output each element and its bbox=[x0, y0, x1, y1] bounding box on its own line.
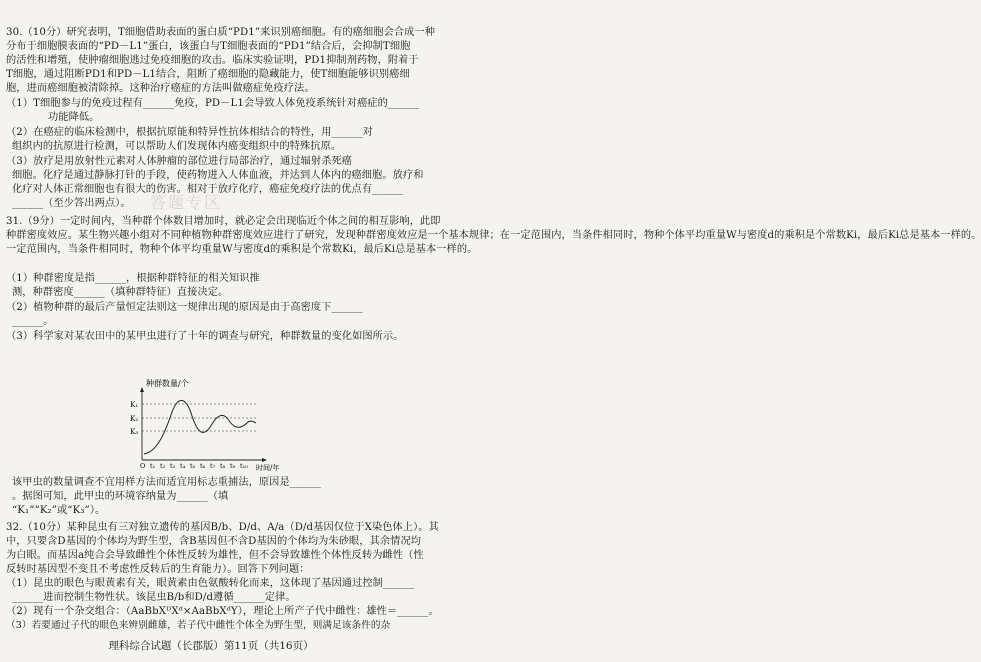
q30-sub-3: （3）放疗是用放射性元素对人体肿瘤的部位进行局部治疗，通过辐射杀死癌 bbox=[6, 156, 353, 167]
y-axis-arrow bbox=[140, 387, 144, 392]
q30-sub-3-cont1: 细胞。化疗是通过静脉打针的手段，使药物进入人体血液，并达到人体内的癌细胞。放疗和 bbox=[12, 170, 424, 181]
x-ticks bbox=[140, 462, 248, 470]
q32-sub-2: （2）现有一个杂交组合：（AaBbXᴰXᵈ×AaBbXᵈY），理论上所产子代中雌性：雄性＝______。 bbox=[6, 606, 439, 617]
population-curve bbox=[144, 400, 256, 454]
q30-sub-1: （1）T细胞参与的免疫过程有______免疫，PD－L1会导致人体免疫系统针对癌症的______ bbox=[6, 98, 420, 109]
q31-sub-1: （1）种群密度是指______，根据种群特征的相关知识推 bbox=[6, 273, 260, 284]
tick-x0: O bbox=[140, 462, 146, 470]
q30-sub-1-cont: 功能降低。 bbox=[48, 112, 100, 123]
q32-line-2: 中，只要含D基因的个体均为野生型，含B基因但不含D基因的个体均为朱砂眼，其余情况均 bbox=[6, 536, 422, 547]
watermark: 答题专区 bbox=[150, 193, 223, 212]
tick-k2: K₂ bbox=[130, 415, 139, 423]
q31-after-1: 该甲虫的数量调查不宜用样方法而适宜用标志重捕法，原因是______ bbox=[12, 477, 321, 488]
q32-line-3: 为白眼。而基因a纯合会导致雌性个体性反转为雄性，但不会导致雄性个体性反转为雌性（性 bbox=[6, 550, 424, 561]
q31-sub-1-cont: 测，种群密度______（填种群特征）直接决定。 bbox=[12, 287, 229, 298]
chart-ylabel: 种群数量/个 bbox=[146, 379, 189, 388]
population-chart bbox=[128, 376, 288, 470]
page-footer: 理科综合试题（长郡版）第11页（共16页） bbox=[108, 640, 314, 652]
tick-x2: t₂ bbox=[160, 462, 166, 470]
q31-after-2: 。据图可知，此甲虫的环境容纳量为______（填 bbox=[12, 491, 229, 502]
q30-line-2: 分布于细胞膜表面的“PD－L1”蛋白，该蛋白与T细胞表面的“PD1”结合后，会抑制T细胞 bbox=[6, 41, 411, 52]
q31-after-3: “K₁”“K₂”或“K₃”）。 bbox=[12, 505, 106, 516]
q32-sub-1-cont: ______进而控制生物性状。该昆虫B/b和D/d遵循______定律。 bbox=[12, 592, 296, 603]
tick-x4: t₄ bbox=[180, 462, 186, 470]
q30-line-3: 的活性和增殖，使肿瘤细胞逃过免疫细胞的攻击。临床实验证明，PD1抑制剂药物，附着于 bbox=[6, 55, 419, 66]
q30-sub-3-cont3: ______（至少答出两点）。 bbox=[12, 198, 131, 209]
tick-x6: t₆ bbox=[200, 462, 206, 470]
tick-x3: t₃ bbox=[170, 462, 176, 470]
tick-k3: K₃ bbox=[130, 428, 139, 436]
q31-line-2: 种群密度效应。某生物兴趣小组对不同种植物种群密度效应进行了研究，发现种群密度效应是一个基本规律；在一定范围内，当条件相同时，物种个体平均重量W与密度d的乘积是个常数Ki，最后Ki总是基本一样的。 bbox=[6, 230, 981, 241]
q32-sub-1: （1）昆虫的眼色与眼黄素有关，眼黄素由色氨酸转化而来，这体现了基因通过控制______ bbox=[6, 578, 415, 589]
tick-x8: t₈ bbox=[220, 462, 226, 470]
x-axis-arrow bbox=[262, 458, 267, 462]
tick-x9: t₉ bbox=[230, 462, 236, 470]
q31-line-3: 一定范围内，当条件相同时，物种个体平均重量W与密度d的乘积是个常数Ki，最后Ki总是基本一样的。 bbox=[6, 244, 478, 255]
q30-line-1: 30.（10分）研究表明，T细胞借助表面的蛋白质“PD1”来识别癌细胞。有的癌细胞会合成一种 bbox=[6, 27, 436, 38]
tick-x1: t₁ bbox=[150, 462, 156, 470]
q31-line-1: 31.（9分）一定时间内，当种群个体数目增加时，就必定会出现临近个体之间的相互影响，此即 bbox=[6, 216, 441, 227]
q31-sub-3: （3）科学家对某农田中的某甲虫进行了十年的调查与研究，种群数量的变化如图所示。 bbox=[6, 331, 404, 342]
q30-line-5: 胞，进而癌细胞被清除掉。这种治疗癌症的方法叫做癌症免疫疗法。 bbox=[6, 83, 315, 94]
tick-x7: t₇ bbox=[210, 462, 216, 470]
tick-k1: K₁ bbox=[130, 401, 139, 409]
tick-x10: t₁₀ bbox=[240, 462, 248, 470]
tick-x5: t₅ bbox=[190, 462, 196, 470]
q30-sub-3-cont2: 化疗对人体正常细胞也有很大的伤害。相对于放疗化疗，癌症免疫疗法的优点有______ bbox=[12, 184, 404, 195]
q31-sub-2-cont: ______。 bbox=[12, 316, 54, 327]
q30-sub-2-cont: 组织内的抗原进行检测，可以帮助人们发现体内癌变组织中的特殊抗原。 bbox=[12, 141, 342, 152]
q32-line-1: 32.（10分）某种昆虫有三对独立遗传的基因B/b、D/d、A/a（D/d基因仅位于X染色体上）。其 bbox=[6, 522, 439, 533]
q32-sub-3: （3）若要通过子代的眼色来辨别雌雄，若子代中雌性个体全为野生型，则满足该条件的杂 bbox=[6, 620, 391, 631]
q31-sub-2: （2）植物种群的最后产量恒定法则这一规律出现的原因是由于高密度下______ bbox=[6, 302, 363, 313]
q30-line-4: T细胞，通过阻断PD1和PD－L1结合，阻断了癌细胞的隐藏能力，使T细胞能够识别癌细 bbox=[6, 69, 410, 80]
q32-line-4: 反转时基因型不变且不考虑性反转后的生育能力）。回答下列问题： bbox=[6, 564, 310, 575]
chart-xlabel: 时间/年 bbox=[256, 464, 280, 472]
q30-sub-2: （2）在癌症的临床检测中，根据抗原能和特异性抗体相结合的特性，用______对 bbox=[6, 127, 373, 138]
